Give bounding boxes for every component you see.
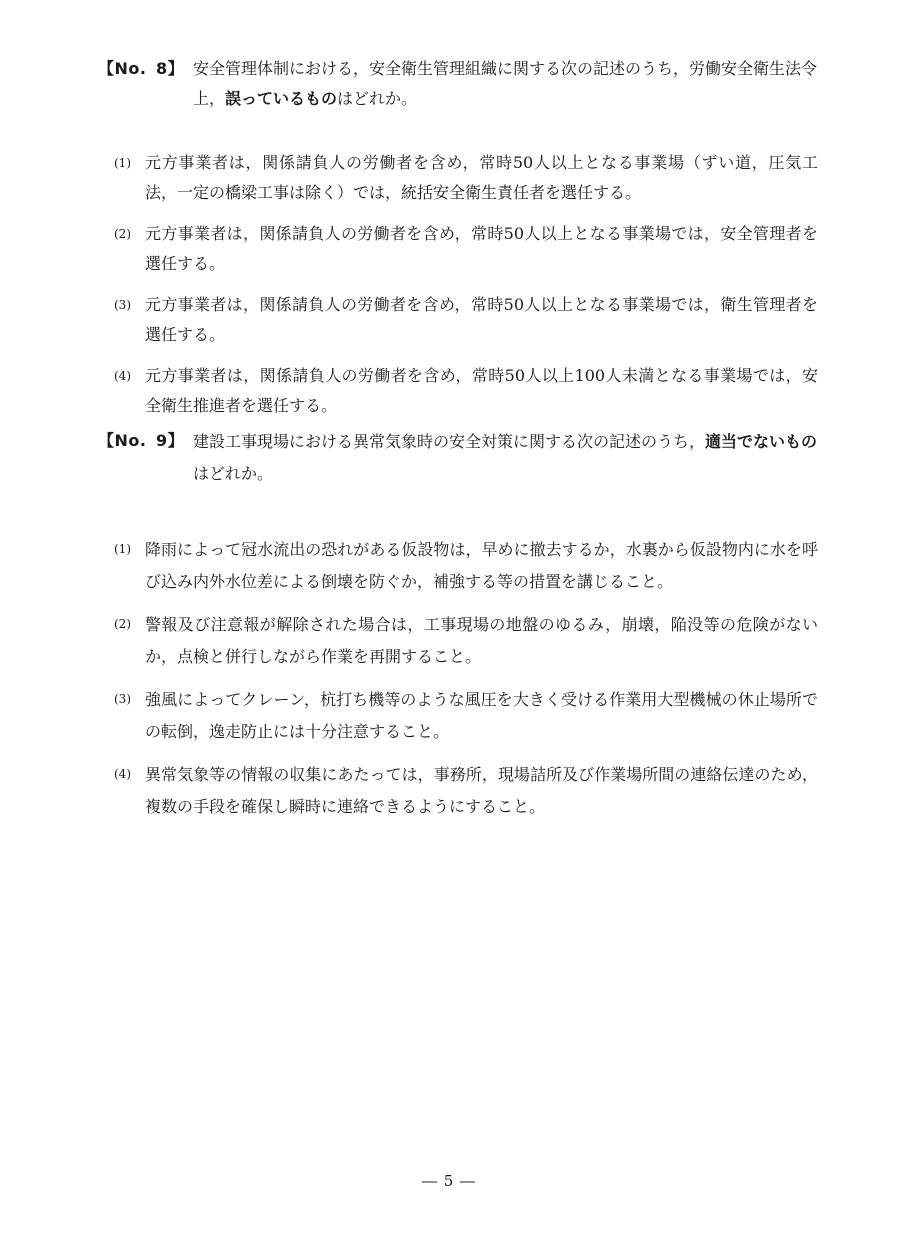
option-text: 元方事業者は，関係請負人の労働者を含め，常時50人以上となる事業場（ずい道，圧気工法，一定の橋梁工事は除く）では，統括安全衛生責任者を選任する。 bbox=[145, 153, 818, 202]
option-text: 元方事業者は，関係請負人の労働者を含め，常時50人以上となる事業場では，衛生管理者を選任する。 bbox=[145, 295, 818, 344]
option-number: (4) bbox=[114, 767, 131, 781]
question-9-option-2 bbox=[114, 601, 818, 673]
question-8-option-1 bbox=[114, 140, 818, 208]
page-number: ― 5 ― bbox=[421, 1172, 477, 1190]
question-8-option-2 bbox=[114, 211, 818, 279]
question-8-emphasis: 誤っているもの bbox=[225, 89, 338, 108]
option-number: (3) bbox=[114, 298, 131, 312]
question-8-option-3 bbox=[114, 282, 818, 350]
question-8-header bbox=[98, 46, 818, 114]
question-9-option-4 bbox=[114, 751, 818, 823]
question-9-option-3 bbox=[114, 676, 818, 748]
question-9-header bbox=[98, 418, 818, 490]
option-number: (2) bbox=[114, 227, 131, 241]
question-9-options bbox=[98, 526, 818, 823]
question-9-stem: 建設工事現場における異常気象時の安全対策に関する次の記述のうち，適当でないものはどれか。 bbox=[193, 432, 818, 483]
question-9-number: 【No. 9】 bbox=[98, 431, 185, 450]
question-8-stem: 安全管理体制における，安全衛生管理組織に関する次の記述のうち，労働安全衛生法令上，誤っているものはどれか。 bbox=[193, 59, 818, 108]
option-text: 強風によってクレーン，杭打ち機等のような風圧を大きく受ける作業用大型機械の休止場所での転倒，逸走防止には十分注意すること。 bbox=[145, 690, 818, 741]
option-number: (1) bbox=[114, 542, 131, 556]
option-number: (1) bbox=[114, 156, 131, 170]
option-number: (4) bbox=[114, 369, 131, 383]
option-text: 警報及び注意報が解除された場合は，工事現場の地盤のゆるみ，崩壊，陥没等の危険がないか，点検と併行しながら作業を再開すること。 bbox=[145, 615, 818, 666]
question-8-options bbox=[98, 140, 818, 421]
option-number: (2) bbox=[114, 617, 131, 631]
option-number: (3) bbox=[114, 692, 131, 706]
option-text: 降雨によって冠水流出の恐れがある仮設物は，早めに撤去するか，水裏から仮設物内に水を呼び込み内外水位差による倒壊を防ぐか，補強する等の措置を講じること。 bbox=[145, 540, 818, 591]
question-9-emphasis: 適当でないもの bbox=[705, 432, 818, 451]
question-8 bbox=[98, 46, 818, 424]
option-text: 異常気象等の情報の収集にあたっては，事務所，現場詰所及び作業場所間の連絡伝達のため，複数の手段を確保し瞬時に連絡できるようにすること。 bbox=[145, 765, 818, 816]
option-text: 元方事業者は，関係請負人の労働者を含め，常時50人以上となる事業場では，安全管理者を選任する。 bbox=[145, 224, 818, 273]
question-9 bbox=[98, 418, 818, 826]
option-text: 元方事業者は，関係請負人の労働者を含め，常時50人以上100人未満となる事業場では，安全衛生推進者を選任する。 bbox=[145, 366, 818, 415]
question-8-number: 【No. 8】 bbox=[98, 59, 185, 78]
question-9-option-1 bbox=[114, 526, 818, 598]
question-8-option-4 bbox=[114, 353, 818, 421]
